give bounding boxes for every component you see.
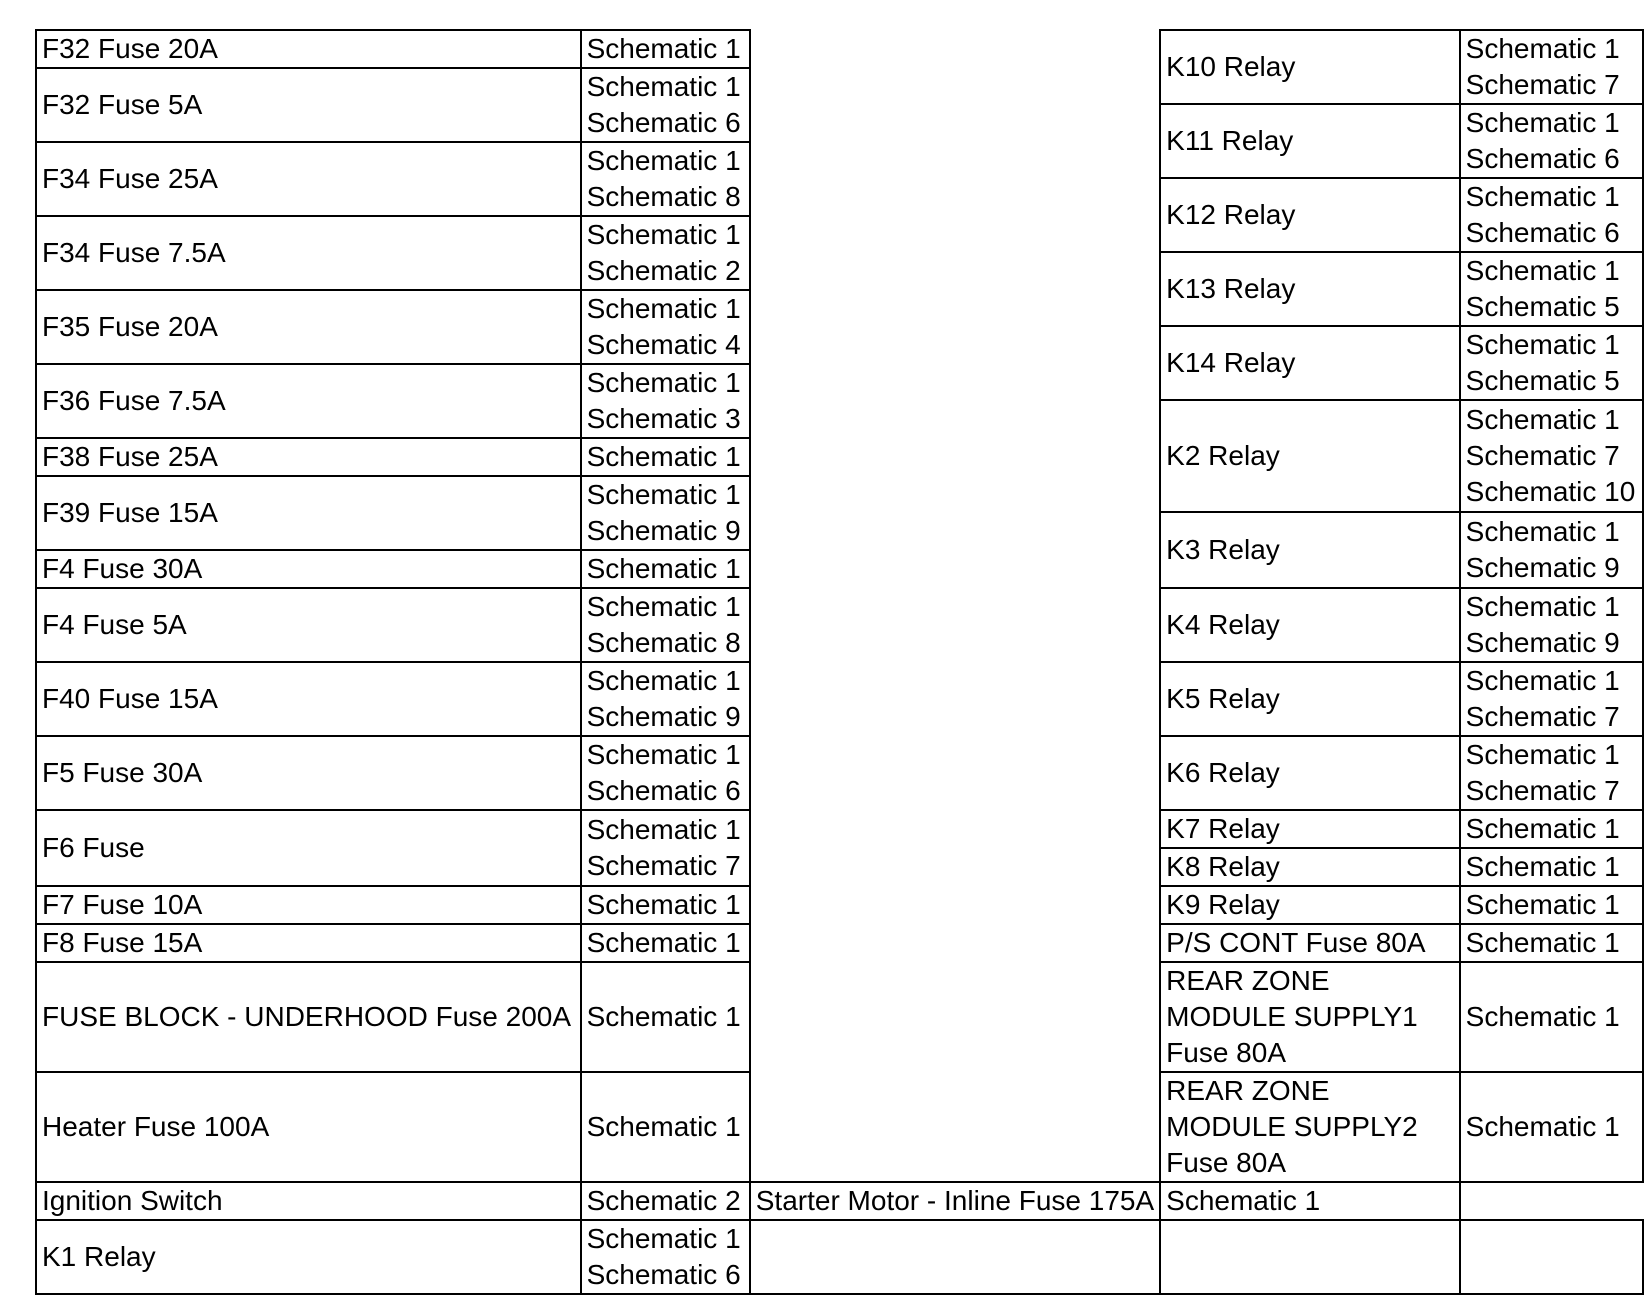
component-name: K14 Relay [1160, 326, 1460, 400]
schematic-ref: Schematic 1 [1465, 404, 1620, 435]
schematic-refs [1460, 662, 1643, 736]
schematic-refs [581, 1182, 750, 1220]
schematic-refs [1460, 1072, 1643, 1182]
schematic-refs [1460, 178, 1643, 252]
schematic-refs [1460, 252, 1643, 326]
schematic-ref: Schematic 1 [586, 71, 741, 102]
schematic-refs [1460, 326, 1643, 400]
schematic-ref: Schematic 1 [586, 591, 741, 622]
component-name: F32 Fuse 20A [36, 30, 581, 68]
schematic-ref: Schematic 4 [586, 329, 741, 360]
schematic-refs [581, 810, 750, 886]
schematic-ref: Schematic 7 [1465, 775, 1620, 806]
schematic-ref: Schematic 1 [586, 33, 741, 64]
schematic-refs [581, 30, 750, 68]
component-name: F5 Fuse 30A [36, 736, 581, 810]
schematic-ref: Schematic 6 [586, 775, 741, 806]
schematic-refs [1460, 924, 1643, 962]
schematic-ref: Schematic 2 [586, 255, 741, 286]
component-name: K3 Relay [1160, 512, 1460, 588]
schematic-ref: Schematic 5 [1465, 291, 1620, 322]
schematic-refs [1460, 512, 1643, 588]
column-divider [750, 1220, 1160, 1294]
schematic-refs [581, 68, 750, 142]
schematic-ref: Schematic 1 [586, 927, 741, 958]
column-divider [750, 30, 1160, 1182]
schematic-ref: Schematic 9 [586, 701, 741, 732]
schematic-ref: Schematic 1 [1465, 813, 1620, 844]
schematic-ref: Schematic 1 [586, 1111, 741, 1142]
schematic-ref: Schematic 1 [1465, 329, 1620, 360]
component-name: K6 Relay [1160, 736, 1460, 810]
schematic-refs [581, 1072, 750, 1182]
schematic-refs [1460, 104, 1643, 178]
schematic-ref: Schematic 1 [586, 293, 741, 324]
schematic-ref: Schematic 7 [1465, 701, 1620, 732]
schematic-ref: Schematic 1 [586, 1001, 741, 1032]
schematic-ref: Schematic 1 [1465, 181, 1620, 212]
schematic-ref: Schematic 1 [586, 665, 741, 696]
schematic-refs [1460, 810, 1643, 848]
schematic-refs [581, 886, 750, 924]
schematic-ref: Schematic 6 [1465, 217, 1620, 248]
component-name: F39 Fuse 15A [36, 476, 581, 550]
component-name: Heater Fuse 100A [36, 1072, 581, 1182]
schematic-ref: Schematic 3 [586, 403, 741, 434]
schematic-ref: Schematic 7 [586, 850, 741, 881]
component-name: F38 Fuse 25A [36, 438, 581, 476]
schematic-refs [581, 550, 750, 588]
component-name: K8 Relay [1160, 848, 1460, 886]
component-name: K9 Relay [1160, 886, 1460, 924]
component-name: K7 Relay [1160, 810, 1460, 848]
schematic-ref: Schematic 1 [1465, 107, 1620, 138]
schematic-ref: Schematic 1 [586, 441, 741, 472]
schematic-refs [581, 364, 750, 438]
schematic-refs [581, 216, 750, 290]
schematic-refs [1460, 400, 1643, 512]
component-name: F7 Fuse 10A [36, 886, 581, 924]
schematic-ref: Schematic 2 [586, 1185, 741, 1216]
schematic-refs [581, 438, 750, 476]
schematic-refs [581, 1220, 750, 1294]
component-name: K2 Relay [1160, 400, 1460, 512]
schematic-ref: Schematic 10 [1465, 476, 1636, 507]
component-name: K11 Relay [1160, 104, 1460, 178]
component-name: F35 Fuse 20A [36, 290, 581, 364]
component-name: K5 Relay [1160, 662, 1460, 736]
schematic-refs [1160, 1182, 1460, 1220]
schematic-ref: Schematic 1 [1465, 665, 1620, 696]
schematic-refs [1460, 736, 1643, 810]
component-name: K1 Relay [36, 1220, 581, 1294]
schematic-refs [581, 924, 750, 962]
schematic-ref: Schematic 1 [586, 814, 741, 845]
schematic-ref: Schematic 1 [586, 145, 741, 176]
schematic-refs [581, 476, 750, 550]
empty-cell [1460, 1220, 1643, 1294]
schematic-ref: Schematic 6 [586, 107, 741, 138]
schematic-refs [1460, 588, 1643, 662]
component-name: F8 Fuse 15A [36, 924, 581, 962]
schematic-ref: Schematic 6 [1465, 143, 1620, 174]
component-name: F4 Fuse 5A [36, 588, 581, 662]
schematic-ref: Schematic 1 [586, 219, 741, 250]
component-name: REAR ZONE MODULE SUPPLY1 Fuse 80A [1160, 962, 1460, 1072]
component-name: F36 Fuse 7.5A [36, 364, 581, 438]
schematic-ref: Schematic 1 [1465, 927, 1620, 958]
schematic-refs [1460, 962, 1643, 1072]
schematic-ref: Schematic 9 [1465, 627, 1620, 658]
component-name: F4 Fuse 30A [36, 550, 581, 588]
schematic-ref: Schematic 1 [586, 1223, 741, 1254]
schematic-refs [581, 736, 750, 810]
schematic-ref: Schematic 1 [1465, 33, 1620, 64]
schematic-refs [1460, 886, 1643, 924]
component-name: F32 Fuse 5A [36, 68, 581, 142]
schematic-ref: Schematic 1 [586, 739, 741, 770]
schematic-ref: Schematic 8 [586, 181, 741, 212]
component-name: Ignition Switch [36, 1182, 581, 1220]
component-name: F34 Fuse 7.5A [36, 216, 581, 290]
schematic-refs [1460, 848, 1643, 886]
schematic-refs [581, 588, 750, 662]
schematic-ref: Schematic 7 [1465, 69, 1620, 100]
schematic-refs [581, 662, 750, 736]
empty-cell [1160, 1220, 1460, 1294]
component-name: FUSE BLOCK - UNDERHOOD Fuse 200A [36, 962, 581, 1072]
component-name: K12 Relay [1160, 178, 1460, 252]
schematic-ref: Schematic 1 [1465, 739, 1620, 770]
schematic-ref: Schematic 5 [1465, 365, 1620, 396]
schematic-ref: Schematic 1 [1465, 1111, 1620, 1142]
component-name: REAR ZONE MODULE SUPPLY2 Fuse 80A [1160, 1072, 1460, 1182]
schematic-ref: Schematic 1 [1465, 255, 1620, 286]
schematic-ref: Schematic 1 [1465, 591, 1620, 622]
schematic-ref: Schematic 9 [586, 515, 741, 546]
component-name: F40 Fuse 15A [36, 662, 581, 736]
schematic-ref: Schematic 1 [1465, 1001, 1620, 1032]
schematic-ref: Schematic 1 [1465, 851, 1620, 882]
schematic-ref: Schematic 7 [1465, 440, 1620, 471]
schematic-refs [1460, 30, 1643, 104]
schematic-ref: Schematic 1 [586, 889, 741, 920]
schematic-ref: Schematic 1 [586, 553, 741, 584]
schematic-ref: Schematic 8 [586, 627, 741, 658]
schematic-ref: Schematic 1 [586, 479, 741, 510]
schematic-ref: Schematic 1 [1465, 889, 1620, 920]
component-name: F34 Fuse 25A [36, 142, 581, 216]
component-name: P/S CONT Fuse 80A [1160, 924, 1460, 962]
component-name: K13 Relay [1160, 252, 1460, 326]
component-name: F6 Fuse [36, 810, 581, 886]
component-name: K4 Relay [1160, 588, 1460, 662]
component-name: Starter Motor - Inline Fuse 175A [750, 1182, 1160, 1220]
schematic-refs [581, 962, 750, 1072]
schematic-ref: Schematic 1 [1166, 1185, 1321, 1216]
schematic-ref: Schematic 9 [1465, 552, 1620, 583]
component-name: K10 Relay [1160, 30, 1460, 104]
schematic-refs [581, 142, 750, 216]
schematic-ref: Schematic 6 [586, 1259, 741, 1290]
schematic-ref: Schematic 1 [1465, 516, 1620, 547]
schematic-refs [581, 290, 750, 364]
component-index-table [35, 29, 1644, 1295]
schematic-ref: Schematic 1 [586, 367, 741, 398]
